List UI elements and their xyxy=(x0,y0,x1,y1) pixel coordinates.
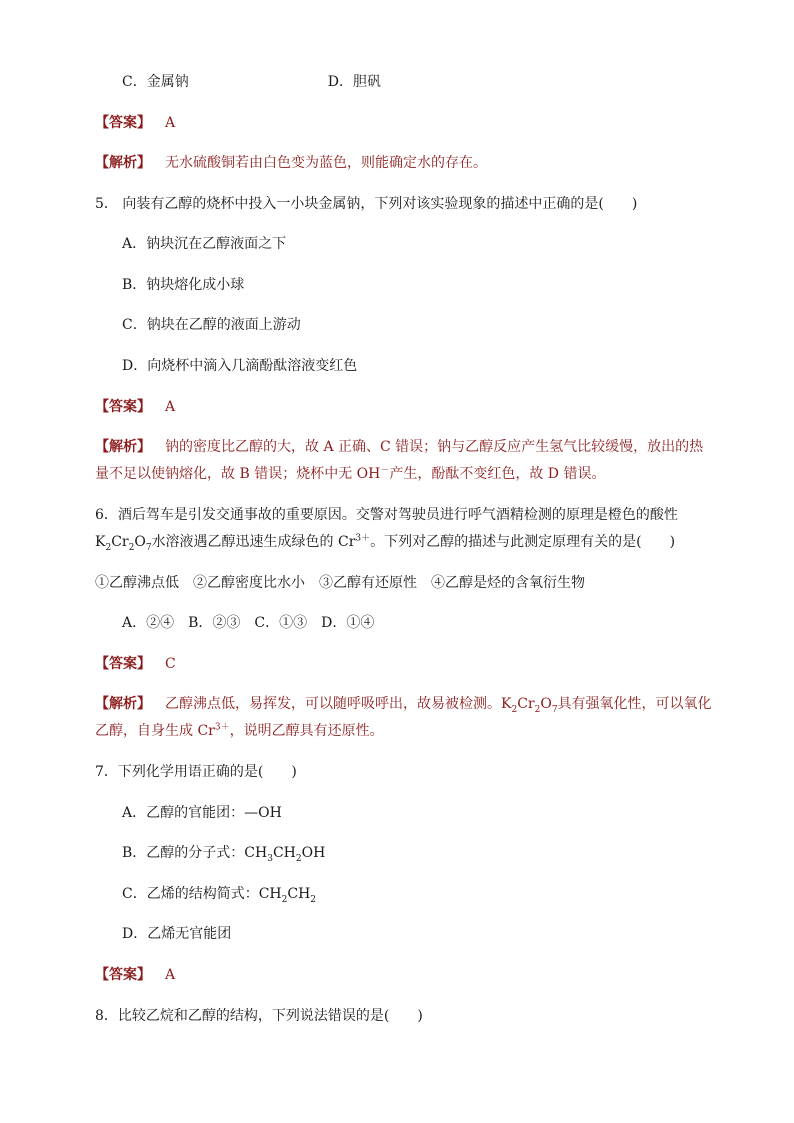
q7-option-a: A．乙醇的官能团：—OH xyxy=(122,805,282,821)
subscript: 2 xyxy=(105,542,112,553)
q4-option-c: C．金属钠 xyxy=(122,74,189,90)
q7-option-c xyxy=(122,884,316,904)
answer-value: C xyxy=(165,656,176,672)
subscript: 2 xyxy=(534,704,541,715)
analysis-text: 具有强氧化性，可以氧化 xyxy=(557,696,712,712)
superscript: － xyxy=(380,465,390,476)
analysis-label: 【解析】 xyxy=(95,439,151,455)
answer-value: A xyxy=(165,399,176,415)
subscript: 2 xyxy=(128,542,135,553)
q5-option-d: D．向烧杯中滴入几滴酚酞溶液变红色 xyxy=(122,358,358,374)
formula-part: Cr xyxy=(111,534,129,550)
subscript: 2 xyxy=(511,704,518,715)
q5-stem: 5． 向装有乙醇的烧杯中投入一小块金属钠，下列对该实验现象的描述中正确的是( ) xyxy=(95,196,638,212)
analysis-text: 产生，酚酞不变红色，故 D 错误。 xyxy=(389,466,606,482)
q8-stem: 8．比较乙烷和乙醇的结构，下列说法错误的是( ) xyxy=(95,1008,423,1024)
q5-answer xyxy=(95,397,175,417)
analysis-label: 【解析】 xyxy=(95,696,151,712)
answer-value: A xyxy=(165,967,176,983)
q5-option-a: A．钠块沉在乙醇液面之下 xyxy=(122,236,287,252)
formula-part: Cr xyxy=(517,696,535,712)
answer-label: 【答案】 xyxy=(95,115,151,131)
stem-text: 。下列对乙醇的描述与此测定原理有关的是( ) xyxy=(370,534,676,550)
analysis-label: 【解析】 xyxy=(95,155,151,171)
formula-part: O xyxy=(134,534,146,550)
subscript: 7 xyxy=(551,704,558,715)
answer-label: 【答案】 xyxy=(95,967,151,983)
q4-option-d: D．胆矾 xyxy=(327,74,381,90)
q4-analysis xyxy=(95,153,487,173)
stem-text: 水溶液遇乙醇迅速生成绿色的 Cr xyxy=(151,534,356,550)
q5-analysis-line1 xyxy=(95,437,703,457)
formula-part: CH xyxy=(287,886,311,902)
formula-part: K xyxy=(95,534,106,550)
formula-part: OH xyxy=(301,845,326,861)
subscript: 2 xyxy=(281,894,288,905)
q6-facts: ①乙醇沸点低 ②乙醇密度比水小 ③乙醇有还原性 ④乙醇是烃的含氧衍生物 xyxy=(95,575,585,591)
formula-part: O xyxy=(540,696,552,712)
q5-analysis-line2 xyxy=(95,464,605,484)
q6-analysis-line1 xyxy=(95,694,712,714)
superscript: 3＋ xyxy=(355,533,371,544)
q6-options: A．②④ B．②③ C．①③ D．①④ xyxy=(122,615,375,631)
q4-options-row xyxy=(122,72,381,92)
subscript: 7 xyxy=(145,542,152,553)
analysis-text: 无水硫酸铜若由白色变为蓝色，则能确定水的存在。 xyxy=(165,155,487,171)
q6-stem-line2 xyxy=(95,532,675,552)
analysis-text: 钠的密度比乙醇的大，故 A 正确、C 错误；钠与乙醇反应产生氢气比较缓慢，放出的热 xyxy=(165,439,704,455)
formula-part: CH xyxy=(272,845,296,861)
option-text: C．乙烯的结构简式：CH xyxy=(122,886,282,902)
option-text: B．乙醇的分子式：CH xyxy=(122,845,268,861)
analysis-text xyxy=(165,696,712,715)
subscript: 3 xyxy=(267,853,273,864)
analysis-text: 乙醇沸点低，易挥发，可以随呼吸呼出，故易被检测。K xyxy=(165,696,512,712)
q6-answer xyxy=(95,654,176,674)
q7-option-d: D．乙烯无官能团 xyxy=(122,926,232,942)
q7-stem: 7．下列化学用语正确的是( ) xyxy=(95,764,297,780)
q4-answer xyxy=(95,113,175,133)
q5-option-b: B．钠块熔化成小球 xyxy=(122,277,245,293)
q5-option-c: C．钠块在乙醇的液面上游动 xyxy=(122,317,301,333)
q6-analysis-line2 xyxy=(95,721,384,741)
answer-label: 【答案】 xyxy=(95,656,151,672)
analysis-text: ，说明乙醇具有还原性。 xyxy=(229,723,384,739)
q7-answer xyxy=(95,965,175,985)
analysis-text: 乙醇，自身生成 Cr xyxy=(95,723,215,739)
answer-value: A xyxy=(165,115,176,131)
q7-option-b xyxy=(122,843,325,863)
answer-label: 【答案】 xyxy=(95,399,151,415)
superscript: 3＋ xyxy=(214,722,230,733)
subscript: 2 xyxy=(310,894,317,905)
subscript: 2 xyxy=(295,853,302,864)
q6-stem-line1: 6．酒后驾车是引发交通事故的重要原因。交警对驾驶员进行呼气酒精检测的原理是橙色的酸性 xyxy=(95,507,678,523)
analysis-text: 量不足以使钠熔化，故 B 错误；烧杯中无 OH xyxy=(95,466,381,482)
